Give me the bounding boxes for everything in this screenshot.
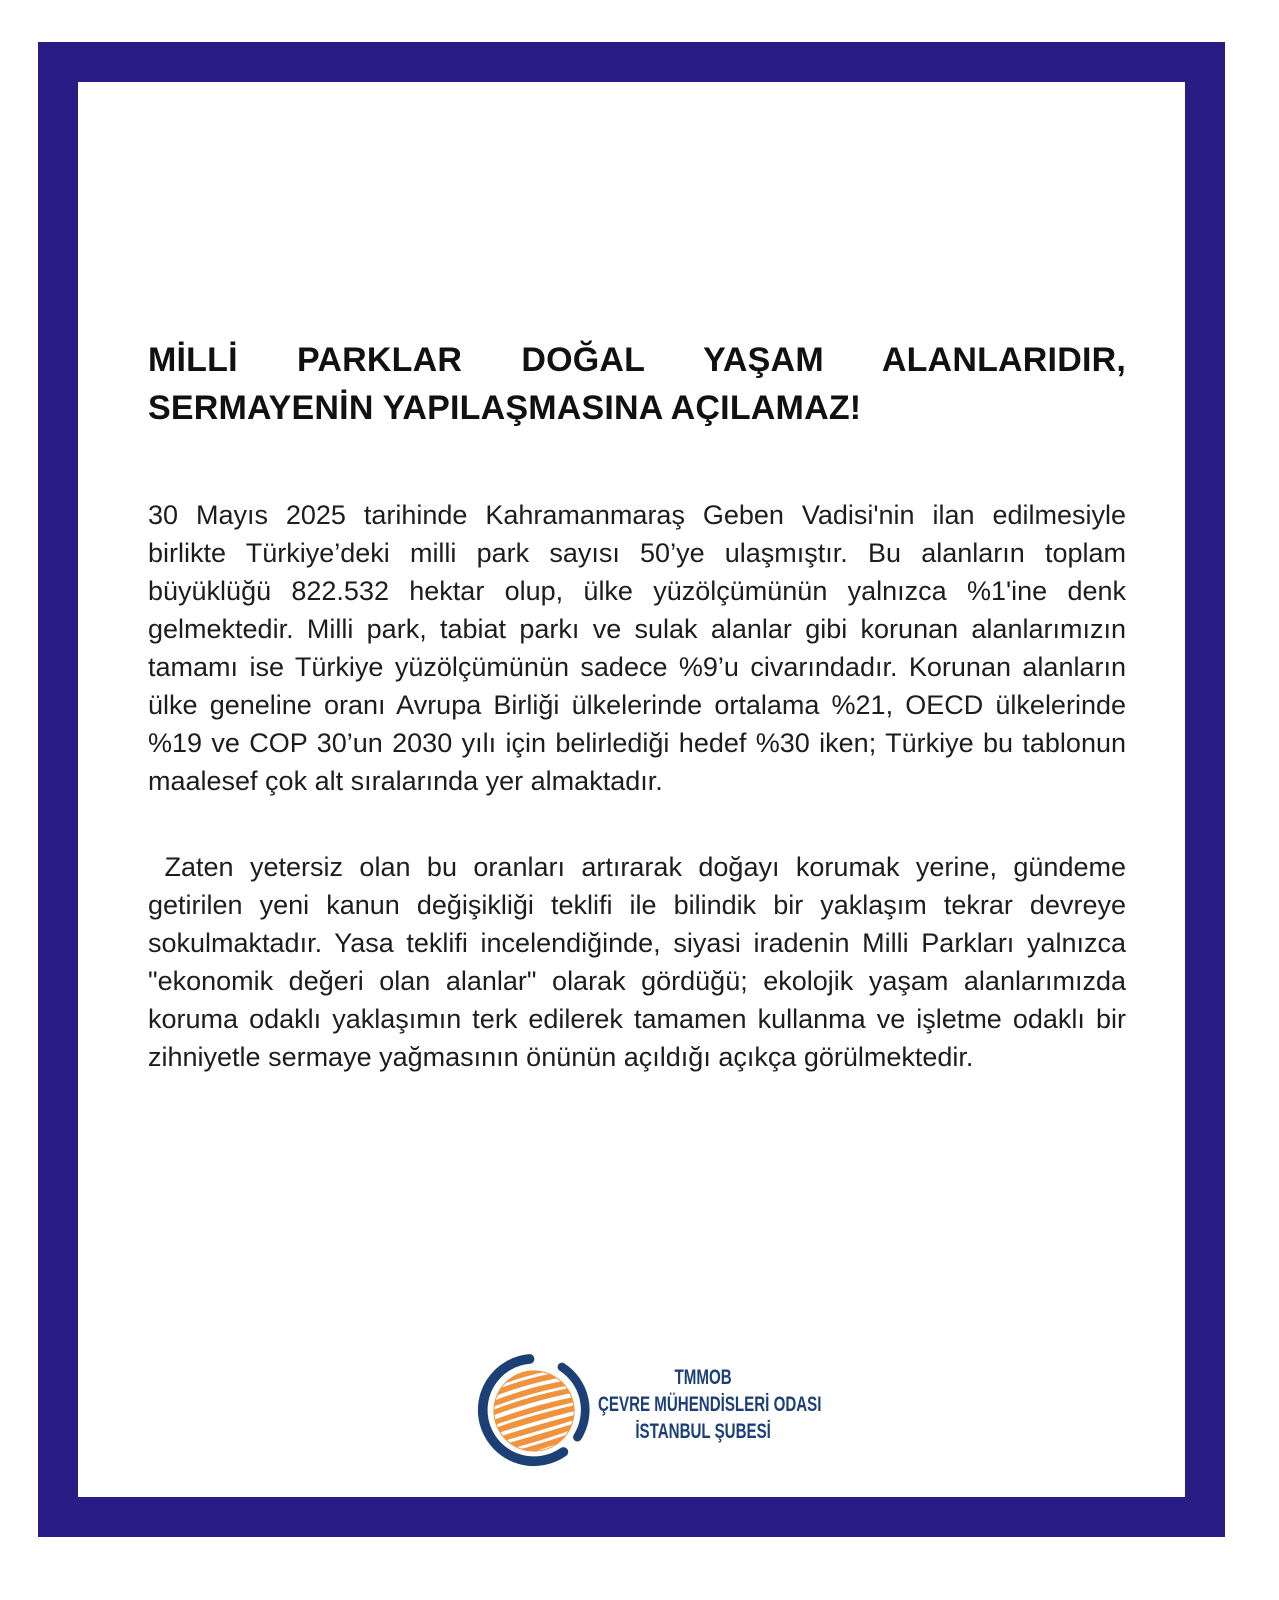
- paragraph-criticism: Zaten yetersiz olan bu oranları artırarak doğayı korumak yerine, gündeme getirilen yeni kanun değişikliği teklifi ile bilindik bir yaklaşım tekrar devreye sokulmaktadır. Yasa teklifi incelendiğinde, siyasi iradenin Milli Parkları yalnızca "ekonomik değeri olan alanlar" olarak gördüğü; ekolojik yaşam alanlarımızda koruma odaklı yaklaşımın terk edilerek tamamen kullanma ve işletme odaklı bir zihniyetle sermaye yağmasının önünün açıldığı açıkça görülmektedir.: [148, 852, 1126, 1072]
- logo-line-branch: İSTANBUL ŞUBESİ: [635, 1420, 771, 1443]
- paragraph-statistics: 30 Mayıs 2025 tarihinde Kahramanmaraş Geben Vadisi'nin ilan edilmesiyle birlikte Türkiye’deki milli park sayısı 50’ye ulaşmıştır. Bu alanların toplam büyüklüğü 822.532 hektar olup, ülke yüzölçümünün yalnızca %1'ine denk gelmektedir. Milli park, tabiat parkı ve sulak alanlar gibi korunan alanlarımızın tamamı ise Türkiye yüzölçümünün sadece %9’u civarındadır. Korunan alanların ülke geneline oranı Avrupa Birliği ülkelerinde ortalama %21, OECD ülkelerinde %19 ve COP 30’un 2030 yılı için belirlediği hedef %30 iken; Türkiye bu tablonun maalesef çok alt sıralarında yer almaktadır.: [148, 500, 1126, 796]
- organization-name: [598, 1364, 822, 1445]
- logo-line-tmmob: TMMOB: [674, 1366, 732, 1389]
- announcement-title: MİLLİ PARKLAR DOĞAL YAŞAM ALANLARIDIR, SERMAYENİN YAPILAŞMASINA AÇILAMAZ!: [148, 341, 1126, 427]
- globe-sphere: [493, 1370, 574, 1451]
- globe-logo-icon: [476, 1352, 592, 1473]
- announcement-body: [148, 336, 1126, 1124]
- logo-line-chamber: ÇEVRE MÜHENDİSLERİ ODASI: [598, 1393, 822, 1416]
